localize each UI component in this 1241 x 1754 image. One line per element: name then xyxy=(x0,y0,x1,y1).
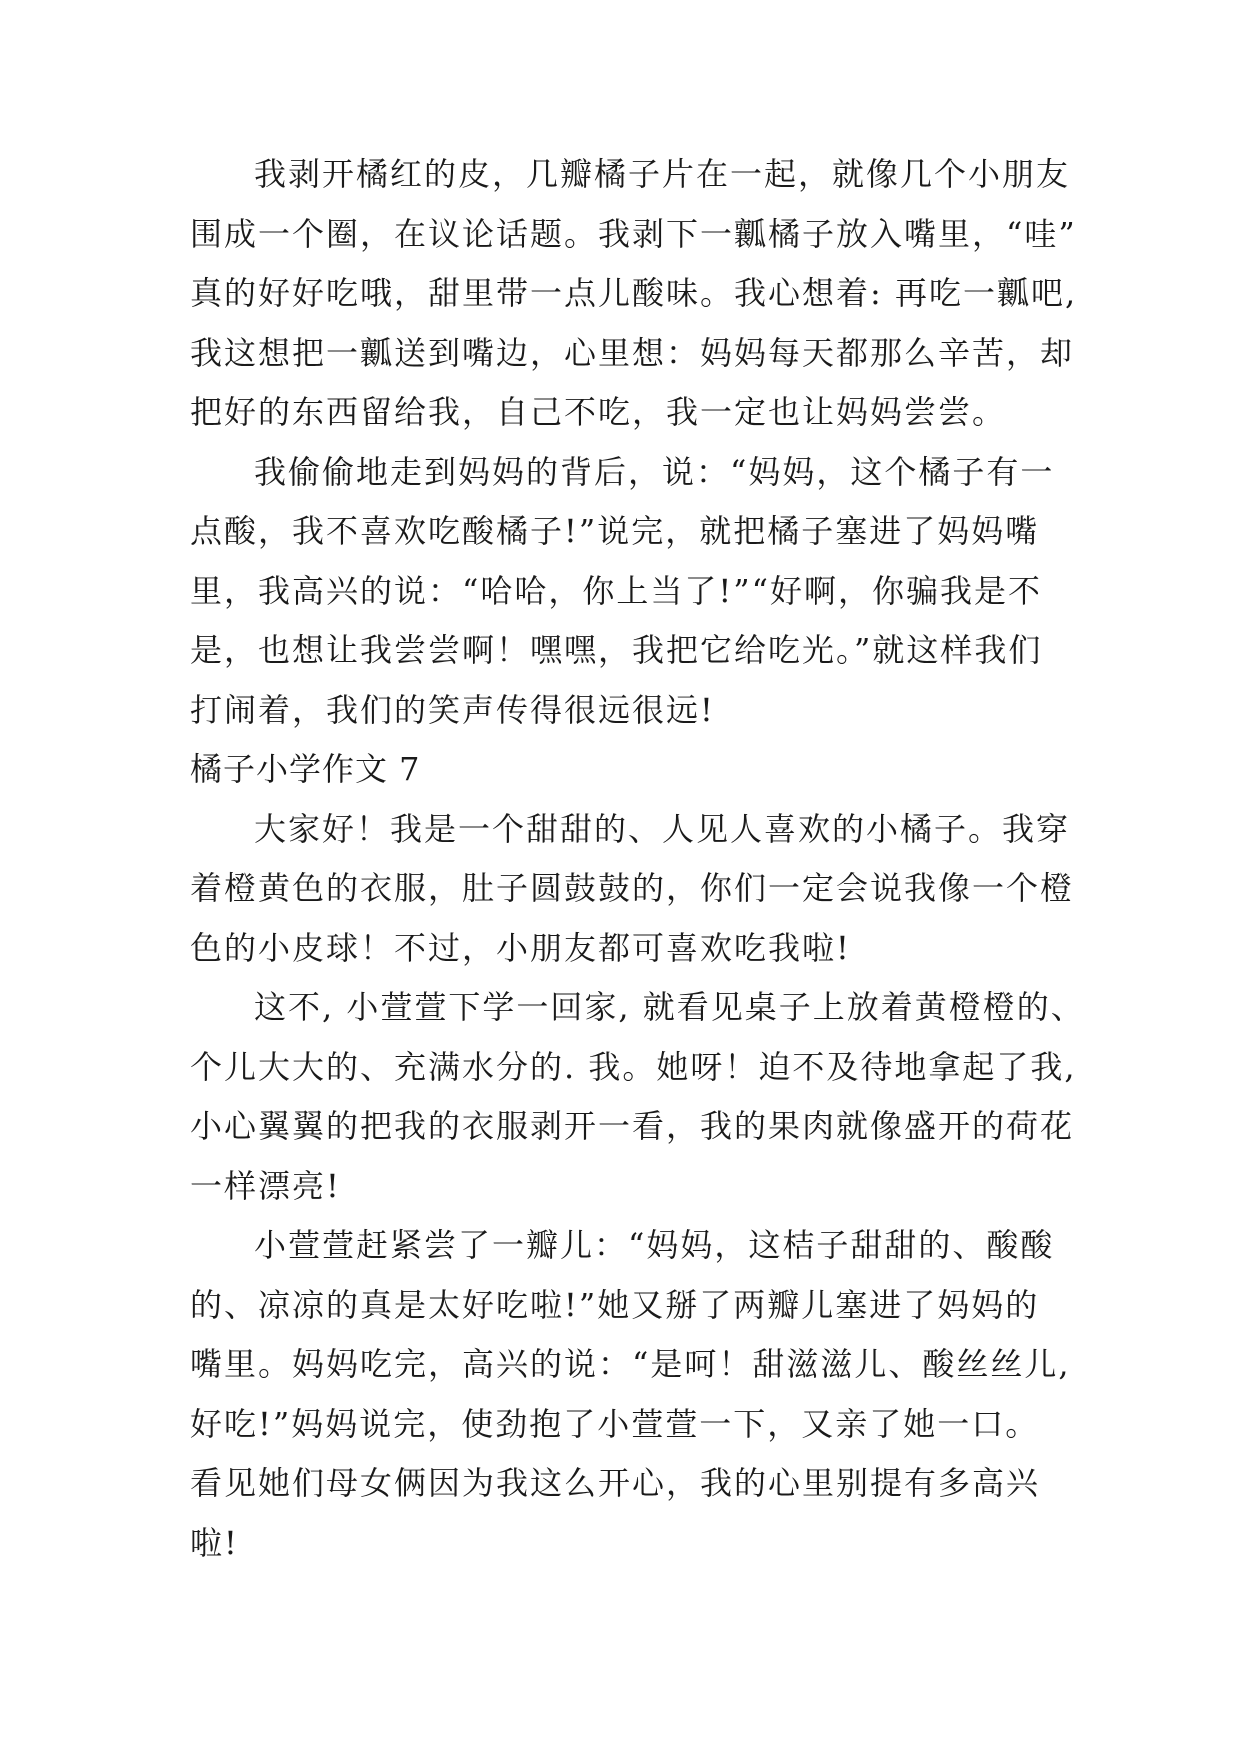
text-line: 我这想把一瓤送到嘴边，心里想：妈妈每天都那么辛苦，却 xyxy=(190,333,1075,372)
text-line: 是，也想让我尝尝啊！嘿嘿，我把它给吃光。”就这样我们 xyxy=(190,631,1043,669)
text-line: 这不, 小萱萱下学一回家, 就看见桌子上放着黄橙橙的、 xyxy=(254,988,1085,1026)
text-line: 看见她们母女俩因为我这么开心，我的心里别提有多高兴 xyxy=(190,1464,1041,1502)
text-line: 个儿大大的、充满水分的. 我。她呀！迫不及待地拿起了我, xyxy=(190,1047,1077,1086)
text-line: 的、凉凉的真是太好吃啦!”她又掰了两瓣儿塞进了妈妈的 xyxy=(190,1285,1040,1324)
section-heading: 橘子小学作文 7 xyxy=(190,750,421,788)
text-line: 真的好好吃哦，甜里带一点儿酸味。我心想着: 再吃一瓤吧, xyxy=(190,274,1078,312)
text-line: 围成一个圈，在议论话题。我剥下一瓤橘子放入嘴里，“哇” xyxy=(190,214,1077,253)
text-line: 一样漂亮! xyxy=(190,1166,341,1205)
text-line: 把好的东西留给我，自己不吃，我一定也让妈妈尝尝。 xyxy=(190,393,1007,431)
text-line: 我偷偷地走到妈妈的背后，说：“妈妈，这个橘子有一 xyxy=(254,452,1055,491)
text-line: 啦! xyxy=(190,1523,239,1562)
text-line: 打闹着，我们的笑声传得很远很远! xyxy=(190,690,715,729)
text-line: 点酸，我不喜欢吃酸橘子!”说完，就把橘子塞进了妈妈嘴 xyxy=(190,512,1040,550)
text-line: 小萱萱赶紧尝了一瓣儿：“妈妈，这桔子甜甜的、酸酸 xyxy=(254,1226,1055,1264)
text-line: 我剥开橘红的皮，几瓣橘子片在一起，就像几个小朋友 xyxy=(254,155,1071,193)
text-line: 色的小皮球！不过，小朋友都可喜欢吃我啦! xyxy=(190,928,851,967)
text-line: 里，我高兴的说：“哈哈，你上当了!”“好啊，你骗我是不 xyxy=(190,571,1042,610)
text-line: 着橙黄色的衣服，肚子圆鼓鼓的，你们一定会说我像一个橙 xyxy=(190,869,1075,907)
document-body xyxy=(190,152,1085,1580)
text-line: 小心翼翼的把我的衣服剥开一看，我的果肉就像盛开的荷花 xyxy=(190,1107,1075,1145)
text-line: 大家好！我是一个甜甜的、人见人喜欢的小橘子。我穿 xyxy=(254,809,1071,848)
text-line: 嘴里。妈妈吃完，高兴的说：“是呵！甜滋滋儿、酸丝丝儿, xyxy=(190,1345,1071,1383)
text-line: 好吃!”妈妈说完，使劲抱了小萱萱一下，又亲了她一口。 xyxy=(190,1404,1040,1443)
